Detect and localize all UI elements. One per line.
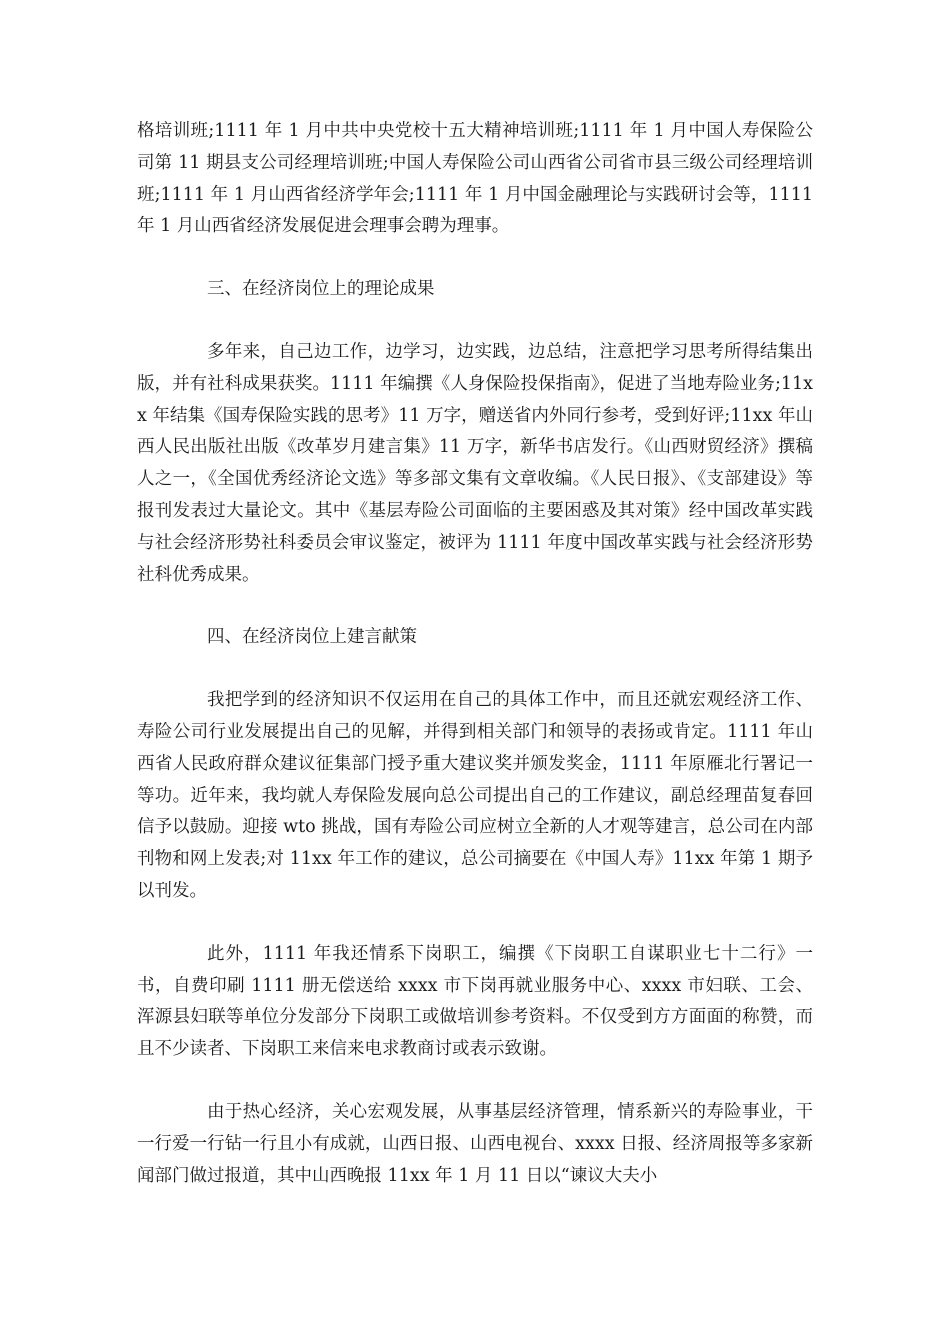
- section-heading-theory-achievements: 三、在经济岗位上的理论成果: [207, 279, 435, 300]
- paragraph-laid-off-workers: 此外，1111 年我还情系下岗职工，编撰《下岗职工自谋职业七十二行》一书，自费印刷 1111 册无偿送给 xxxx 市下岗再就业服务中心、xxxx 市妇联、工会、浑源县妇联等单位分发部分下岗职工或做培训参考资料。不仅受到方方面面的称赞，而且不少读者、下岗职工来信来电求教商讨或表示致谢。: [137, 943, 813, 1060]
- paragraph-economic-suggestions: 我把学到的经济知识不仅运用在自己的具体工作中，而且还就宏观经济工作、寿险公司行业发展提出自己的见解，并得到相关部门和领导的表扬或肯定。1111 年山西省人民政府群众建议征集部门授予重大建议奖并颁发奖金，1111 年原雁北行署记一等功。近年来，我均就人寿保险发展向总公司提出自己的工作建议，副总经理苗复春回信予以鼓励。迎接 wto 挑战，国有寿险公司应树立全新的人才观等建言，总公司在内部刊物和网上发表;对 11xx 年工作的建议，总公司摘要在《中国人寿》11xx 年第 1 期予以刊发。: [137, 690, 813, 901]
- paragraph-publications: 多年来，自己边工作，边学习，边实践，边总结，注意把学习思考所得结集出版，并有社科成果获奖。1111 年编撰《人身保险投保指南》，促进了当地寿险业务;11xx 年结集《国寿保险实践的思考》11 万字，赠送省内外同行参考，受到好评;11xx 年山西人民出版社出版《改革岁月建言集》11 万字，新华书店发行。《山西财贸经济》撰稿人之一，《全国优秀经济论文选》等多部文集有文章收编。《人民日报》、《支部建设》等报刊发表过大量论文。其中《基层寿险公司面临的主要困惑及其对策》经中国改革实践与社会经济形势社科委员会审议鉴定，被评为 1111 年度中国改革实践与社会经济形势社科优秀成果。: [137, 341, 813, 585]
- paragraph-media-coverage: 由于热心经济，关心宏观发展，从事基层经济管理，情系新兴的寿险事业，干一行爱一行钻一行且小有成就，山西日报、山西电视台、xxxx 日报、经济周报等多家新闻部门做过报道，其中山西晚报 11xx 年 1 月 11 日以“谏议大夫小: [137, 1101, 813, 1186]
- paragraph-training-list: 格培训班;1111 年 1 月中共中央党校十五大精神培训班;1111 年 1 月中国人寿保险公司第 11 期县支公司经理培训班;中国人寿保险公司山西省公司省市县三级公司经理培训班;1111 年 1 月山西省经济学年会;1111 年 1 月中国金融理论与实践研讨会等，1111 年 1 月山西省经济发展促进会理事会聘为理事。: [137, 121, 813, 237]
- section-heading-suggestions: 四、在经济岗位上建言献策: [207, 627, 417, 648]
- document-body: [137, 116, 813, 1223]
